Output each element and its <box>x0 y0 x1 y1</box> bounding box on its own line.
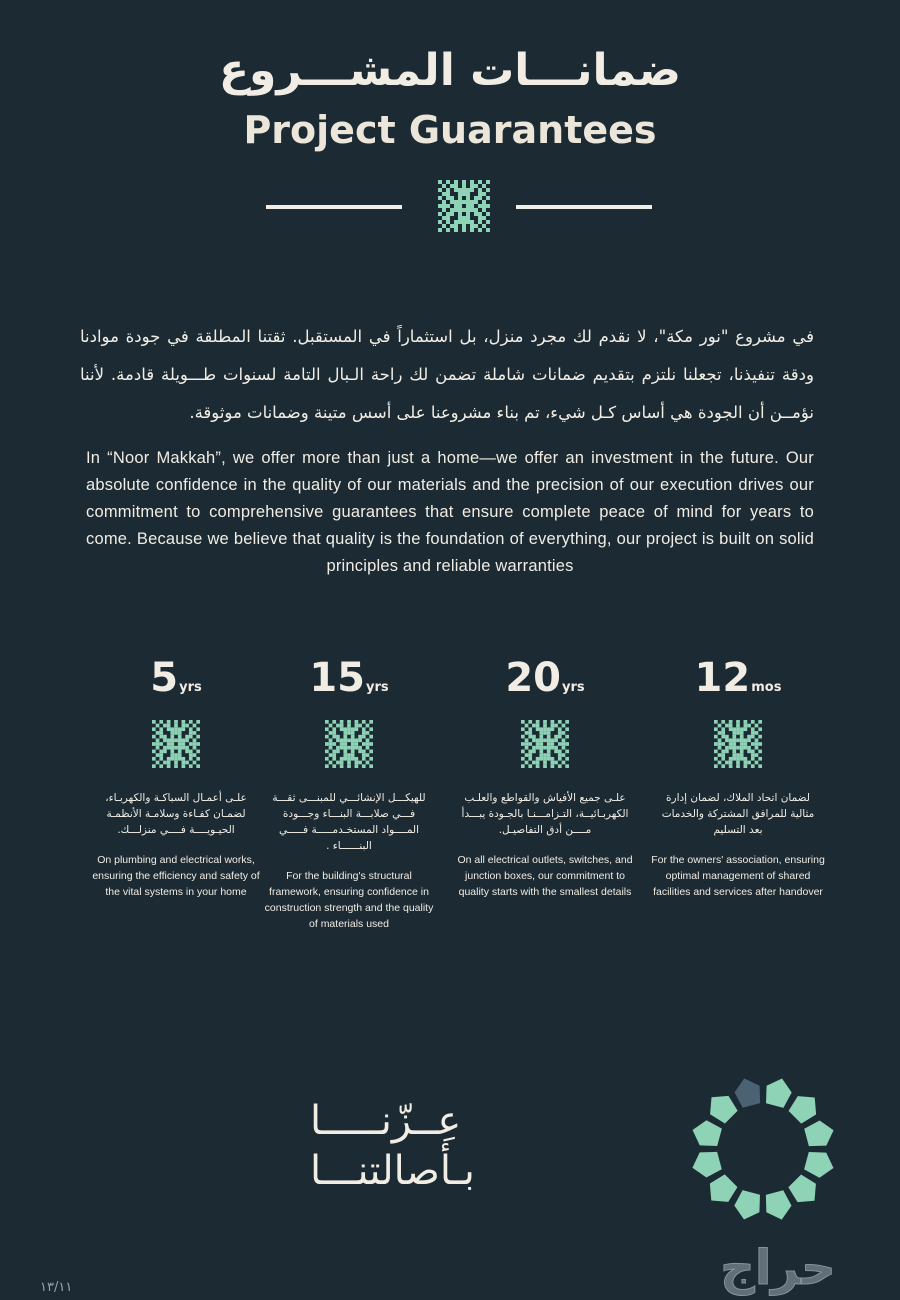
page-number: ١٣/١١ <box>40 1280 73 1295</box>
wreath-petal <box>762 1189 794 1223</box>
guarantee-duration <box>455 650 635 716</box>
star-tile-icon <box>714 720 762 768</box>
wreath-logo-icon <box>686 1072 840 1226</box>
guarantee-card-electrical <box>455 650 635 900</box>
guarantee-desc-arabic: علـى جميع الأفياش والقواطع والعلـب الكهربـائيــة، التـزامـــنـا بالجـودة يبـــدأ مــــن أدق التفاصيـل. <box>461 792 629 836</box>
page-header <box>0 40 900 156</box>
guarantee-card-plumbing <box>86 650 266 900</box>
guarantee-number: 5 <box>150 655 179 701</box>
guarantee-duration <box>259 650 439 716</box>
guarantee-number: 15 <box>309 655 366 701</box>
guarantee-desc-english: On all electrical outlets, switches, and junction boxes, our commitment to quality starts with the smallest details <box>457 854 633 898</box>
slogan-line-1: عِــزّنـــــا <box>310 1098 462 1144</box>
guarantee-desc-english: On plumbing and electrical works, ensuring the efficiency and safety of the vital systems in your home <box>92 854 260 898</box>
guarantee-desc-arabic: لضمان اتحاد الملاك، لضمان إدارة مثالية للمرافق المشتركة والخدمات بعد التسليم <box>661 792 815 836</box>
page-title-arabic: ضمانـــات المشـــروع <box>219 45 681 96</box>
guarantee-card-structure <box>259 650 439 932</box>
guarantee-unit: yrs <box>179 680 202 695</box>
wreath-petal <box>803 1148 837 1180</box>
wreath-petal <box>786 1172 824 1210</box>
wreath-petal <box>731 1189 763 1223</box>
wreath-petal <box>803 1118 837 1150</box>
star-tile-icon <box>152 720 200 768</box>
slogan-logo <box>96 1092 475 1194</box>
guarantee-desc-arabic: للهيكـــل الإنشائـــي للمبنـــى ثقـــة فـــي صلابـــة البنـــاء وجـــودة المــــواد المستخـدمـــــة فـــــي البنــــــاء . <box>272 792 426 852</box>
divider-line-left <box>266 205 402 209</box>
divider-line-right <box>516 205 652 209</box>
watermark-logo <box>660 1238 896 1294</box>
guarantee-unit: yrs <box>562 680 585 695</box>
wreath-petal <box>786 1088 824 1126</box>
guarantee-desc-arabic: علـى أعمـال السباكـة والكهربـاء، لضمـان كفـاءة وسلامـة الأنظمـة الحيـويــــة فــــي منزلـــك. <box>105 792 247 836</box>
wreath-petal <box>689 1148 723 1180</box>
guarantee-desc-english: For the building's structural framework, ensuring confidence in construction strength and the quality of materials used <box>264 870 434 930</box>
wreath-petal <box>762 1075 794 1109</box>
guarantee-number: 20 <box>505 655 562 701</box>
wreath-petal <box>702 1088 740 1126</box>
star-tile-icon <box>325 720 373 768</box>
watermark-text: حراج <box>720 1240 836 1296</box>
guarantee-unit: yrs <box>366 680 389 695</box>
slogan-line-2: بـأصالتنـــا <box>310 1148 475 1194</box>
wreath-petal <box>689 1117 723 1149</box>
star-tile-icon <box>438 180 490 232</box>
guarantee-card-owners-association <box>648 650 828 900</box>
wreath-petal <box>702 1172 740 1210</box>
guarantee-duration <box>86 650 266 716</box>
guarantee-duration <box>648 650 828 716</box>
wreath-petal <box>732 1075 764 1109</box>
guarantee-desc-english: For the owners' association, ensuring optimal management of shared facilities and services after handover <box>651 854 825 898</box>
intro-text-arabic: في مشروع "نور مكة"، لا نقدم لك مجرد منزل، بل استثماراً في المستقبل. ثقتنا المطلقة في جودة موادنا ودقة تنفيذنا، تجعلنا نلتزم بتقديم ضمانات شاملة تضمن لك راحة الـبال التامة لسنوات طـــويلة قادمة. لأننا نؤمــن أن الجودة هي أساس كـل شيء، تم بناء مشروعنا على أسس متينة وضمانات موثوقة. <box>80 327 814 422</box>
guarantee-unit: mos <box>751 680 782 695</box>
star-tile-icon <box>521 720 569 768</box>
intro-text-english: In “Noor Makkah”, we offer more than just a home—we offer an investment in the future. Our absolute confidence in the quality of our materials and the precision of our execution drives our commitment to comprehensive guarantees that ensure complete peace of mind for years to come. Because we believe that quality is the foundation of everything, our project is built on solid principles and reliable warranties <box>86 449 814 575</box>
guarantee-number: 12 <box>694 655 751 701</box>
title-divider <box>266 180 652 234</box>
page-title-english: Project Guarantees <box>243 108 657 152</box>
